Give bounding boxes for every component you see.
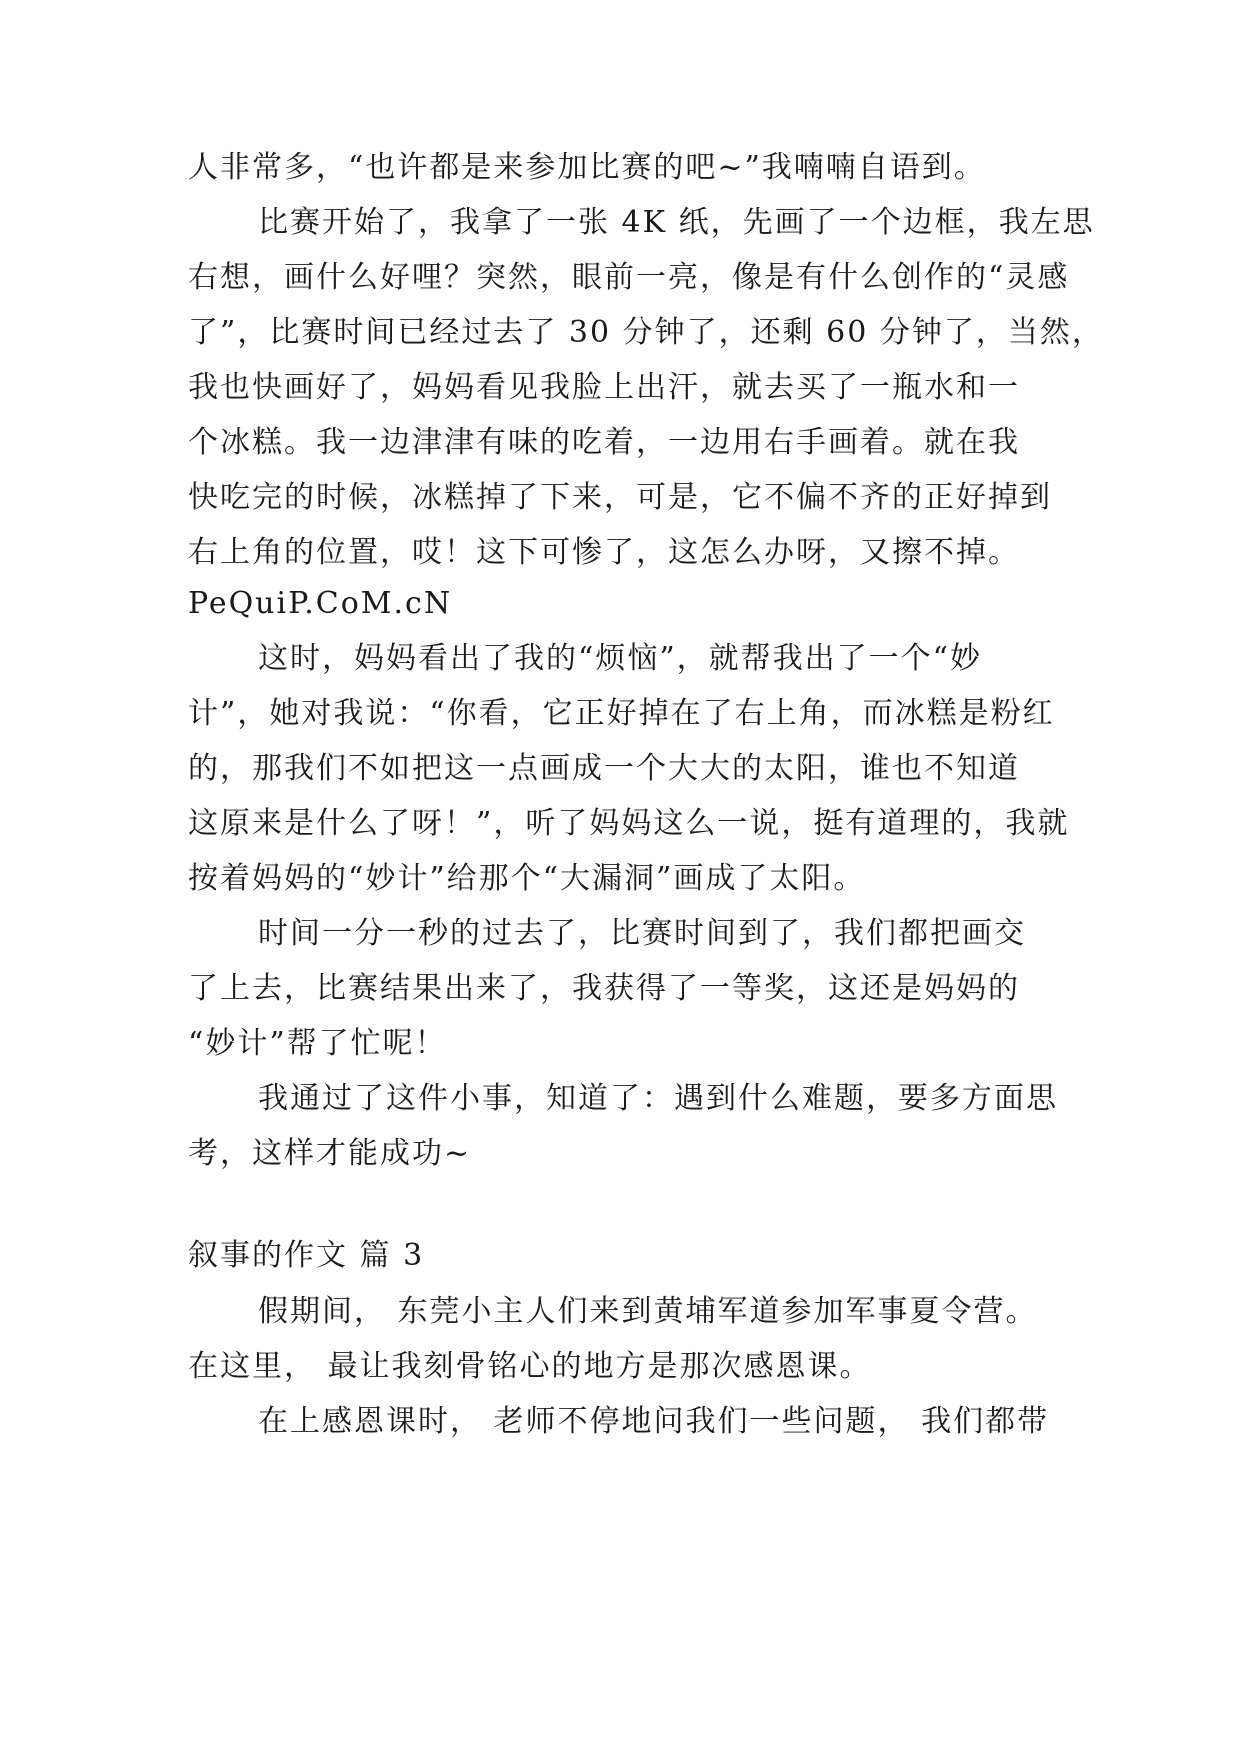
text-line: 了”，比赛时间已经过去了 30 分钟了，还剩 60 分钟了，当然， [188, 315, 1104, 350]
text-line: 按着妈妈的“妙计”给那个“大漏洞”画成了太阳。 [188, 861, 866, 896]
text-line: 比赛开始了，我拿了一张 4K 纸，先画了一个边框，我左思 [258, 205, 1095, 240]
watermark-text: PeQuiP.CoM.cN [188, 586, 453, 621]
text-line: 这时，妈妈看出了我的“烦恼”，就帮我出了一个“妙 [258, 641, 983, 676]
text-line: 这原来是什么了呀！”，听了妈妈这么一说，挺有道理的，我就 [188, 806, 1070, 841]
section-heading: 叙事的作文 篇 3 [188, 1238, 425, 1273]
text-line: 了上去，比赛结果出来了，我获得了一等奖，这还是妈妈的 [188, 971, 1020, 1006]
text-line: 计”，她对我说：“你看，它正好掉在了右上角，而冰糕是粉红 [188, 696, 1055, 731]
text-line: 假期间， 东莞小主人们来到黄埔军道参加军事夏令营。 [258, 1294, 1038, 1329]
text-line: 右想，画什么好哩？突然，眼前一亮，像是有什么创作的“灵感 [188, 260, 1070, 295]
text-line: 快吃完的时候，冰糕掉了下来，可是，它不偏不齐的正好掉到 [188, 480, 1052, 515]
text-line: 人非常多，“也许都是来参加比赛的吧~”我喃喃自语到。 [188, 150, 986, 185]
text-line: 在这里， 最让我刻骨铭心的地方是那次感恩课。 [188, 1349, 872, 1384]
text-line: 我通过了这件小事，知道了：遇到什么难题，要多方面思 [258, 1081, 1058, 1116]
text-line: 考，这样才能成功~ [188, 1136, 472, 1171]
text-line: 在上感恩课时， 老师不停地问我们一些问题， 我们都带 [258, 1404, 1050, 1439]
text-line: 时间一分一秒的过去了，比赛时间到了，我们都把画交 [258, 916, 1026, 951]
text-line: 个冰糕。我一边津津有味的吃着，一边用右手画着。就在我 [188, 425, 1020, 460]
text-line: 右上角的位置，哎！这下可惨了，这怎么办呀，又擦不掉。 [188, 535, 1020, 570]
text-line: “妙计”帮了忙呢！ [188, 1026, 447, 1061]
text-line: 的，那我们不如把这一点画成一个大大的太阳，谁也不知道 [188, 751, 1020, 786]
text-line: 我也快画好了，妈妈看见我脸上出汗，就去买了一瓶水和一 [188, 370, 1020, 405]
